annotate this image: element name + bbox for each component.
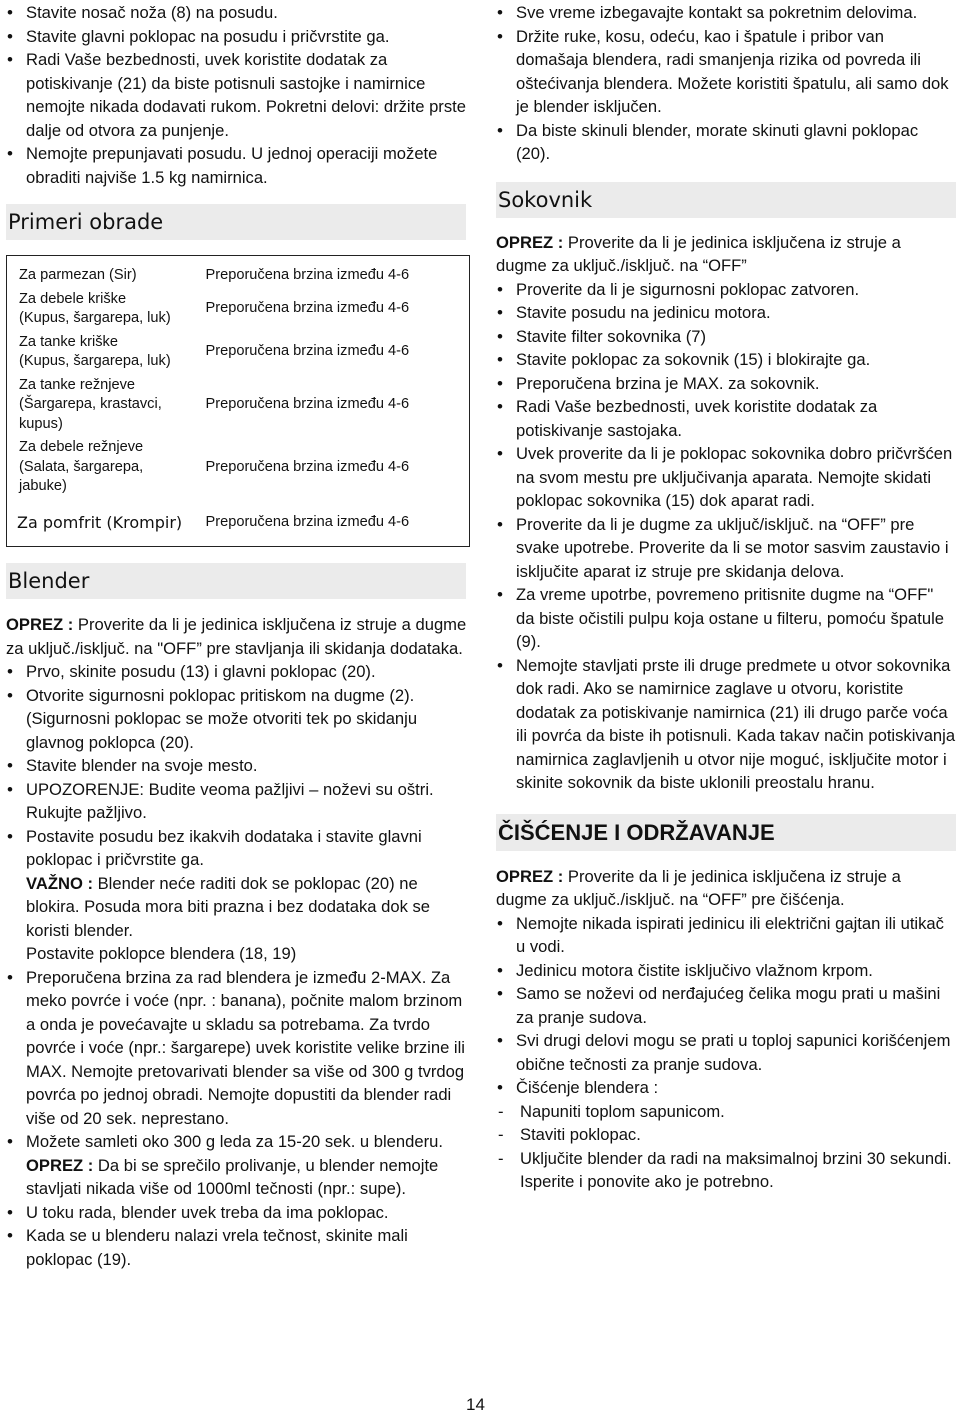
- table-row: [7, 374, 470, 437]
- table-row: [7, 288, 470, 331]
- list-item: • Preporučena brzina za rad blendera je između 2-MAX. Za meko povrće i voće (npr. : banana), počnite malom brzinom a onda je povećavajte u skladu sa potrebama. Za tvrdo povrće i voće (npr.: šargarepe) uvek koristite velike brzine ili MAX. Nemojte pretovarivati blender sa više od 300 g tvrdog povrća po jednoj obradi. Nemojte dopustiti da blender radi više od 20 sek. neprestano.: [6, 966, 468, 1131]
- primeri-heading: Primeri obrade: [6, 204, 466, 240]
- right-column: [496, 0, 956, 1194]
- list-item: • Proverite da li je dugme za uključ/isključ. na “OFF” pre svake upotrebe. Proverite da li se motor sasvim zaustavio i isključite aparat iz struje pre skidanja delova.: [496, 513, 956, 584]
- list-item: • Stavite filter sokovnika (7): [496, 325, 956, 349]
- table-cell-label: Za parmezan (Sir): [19, 267, 137, 283]
- list-item: • Kada se u blenderu nalazi vrela tečnost, skinite mali poklopac (19).: [6, 1224, 468, 1271]
- list-item: • Proverite da li je sigurnosni poklopac zatvoren.: [496, 278, 956, 302]
- table-cell-label: Za pomfrit (Krompir): [17, 512, 183, 532]
- list-item: • UPOZORENJE: Budite veoma pažljivi – noževi su oštri. Rukujte pažljivo.: [6, 778, 468, 825]
- list-item: • U toku rada, blender uvek treba da ima poklopac.: [6, 1201, 468, 1225]
- list-item: • Radi Vaše bezbednosti, uvek koristite dodatak za potiskivanje sastojaka.: [496, 395, 956, 442]
- table-cell-label: Za debele kriške (Kupus, šargarepa, luk): [19, 290, 171, 326]
- cleaning-steps: [496, 1100, 956, 1194]
- table-cell-speed: Preporučena brzina između 4-6: [205, 396, 410, 412]
- table-row: [7, 331, 470, 374]
- blender-oprez: OPREZ : Proverite da li je jedinica isključena iz struje a dugme za uključ./isključ. na "OFF” pre stavljanja ili skidanja dodataka.: [6, 615, 467, 658]
- blender-list: [6, 660, 468, 1271]
- list-item: • Možete samleti oko 300 g leda za 15-20 sek. u blenderu. OPREZ : Da bi se sprečilo prolivanje, u blender nemojte stavljati nikada više od 1000ml tečnosti (npr.: supe).: [6, 1130, 468, 1201]
- list-item: - Staviti poklopac.: [496, 1123, 956, 1147]
- right-top-list: [496, 1, 956, 166]
- list-item: • Čišćenje blendera :: [496, 1076, 956, 1100]
- list-item: • Svi drugi delovi mogu se prati u toploj sapunici korišćenjem obične tečnosti za pranje sudova.: [496, 1029, 956, 1076]
- table-cell-speed: Preporučena brzina između 4-6: [205, 343, 410, 360]
- table-cell-speed: Preporučena brzina između 4-6: [205, 267, 410, 283]
- list-item: • Stavite nosač noža (8) na posudu.: [6, 1, 468, 25]
- list-item: • Nemojte prepunjavati posudu. U jednoj operaciji možete obraditi najviše 1.5 kg namirnica.: [6, 142, 468, 189]
- list-item: • Stavite glavni poklopac na posudu i pričvrstite ga.: [6, 25, 468, 49]
- list-item: • Otvorite sigurnosni poklopac pritiskom na dugme (2). (Sigurnosni poklopac se može otvoriti tek po skidanju glavnog poklopca (20).: [6, 684, 468, 755]
- list-item: • Stavite poklopac za sokovnik (15) i blokirajte ga.: [496, 348, 956, 372]
- cleaning-heading: ČIŠĆENJE I ODRŽAVANJE: [496, 814, 956, 851]
- list-item: • Stavite posudu na jedinicu motora.: [496, 301, 956, 325]
- sokovnik-heading: Sokovnik: [496, 182, 956, 218]
- sokovnik-oprez: OPREZ : Proverite da li je jedinica isključena iz struje a dugme za uključ./isključ. na “OFF”: [496, 232, 901, 275]
- blender-heading: Blender: [6, 563, 466, 599]
- table-cell-label: Za tanke režnjeve (Šargarepa, krastavci, kupus): [19, 376, 162, 432]
- list-item: • Jedinicu motora čistite isključivo vlažnom krpom.: [496, 959, 956, 983]
- left-column: [6, 0, 468, 1271]
- list-item: • Postavite posudu bez ikakvih dodataka i stavite glavni poklopac i pričvrstite ga. VAŽNO : Blender neće raditi dok se poklopac (20) ne blokira. Posuda mora biti prazna i bez dodataka dok se koristi blender. Postavite poklopce blendera (18, 19): [6, 825, 468, 966]
- list-item: - Napuniti toplom sapunicom.: [496, 1100, 956, 1124]
- left-top-list: [6, 1, 468, 189]
- cleaning-oprez: OPREZ : Proverite da li je jedinica isključena iz struje a dugme za uključ./isključ. na “OFF” pre čišćenja.: [496, 866, 901, 909]
- table-row: [7, 499, 470, 547]
- sokovnik-list: [496, 278, 956, 795]
- table-cell-speed: Preporučena brzina između 4-6: [205, 458, 410, 475]
- list-item: • Nemojte stavljati prste ili druge predmete u otvor sokovnika dok radi. Ako se namirnice zaglave u otvoru, koristite dodatak za potiskivanje namirnica (21) ili drugo parče voća ili povrća da biste ih potisnuli. Kada takav način potiskivanja namirnica zaglavljenih u otvor nije moguć, isključite motor i skinite sokovnik da biste uklonili preostalu hranu.: [496, 654, 956, 795]
- list-item: • Da biste skinuli blender, morate skinuti glavni poklopac (20).: [496, 119, 956, 166]
- table-row: [7, 256, 470, 288]
- list-item: • Držite ruke, kosu, odeću, kao i špatule i pribor van domašaja blendera, radi smanjenja rizika od povreda ili oštećivanja blendera. Možete koristiti špatulu, ali samo dok je blender isključen.: [496, 25, 956, 119]
- page-number: 14: [466, 1395, 485, 1413]
- table-cell-speed: Preporučena brzina između 4-6: [205, 300, 410, 317]
- table-cell-label: Za tanke kriške (Kupus, šargarepa, luk): [19, 333, 171, 369]
- table-cell-label: Za debele režnjeve (Salata, šargarepa, jabuke): [19, 439, 144, 494]
- list-item: • Stavite blender na svoje mesto.: [6, 754, 468, 778]
- list-item: • Za vreme upotrbe, povremeno pritisnite dugme na “OFF" da biste očistili pulpu koja ostane u filteru, pomoću špatule (9).: [496, 583, 956, 654]
- list-item: • Nemojte nikada ispirati jedinicu ili električni gajtan ili utikač u vodi.: [496, 912, 956, 959]
- list-item: • Preporučena brzina je MAX. za sokovnik.: [496, 372, 956, 396]
- table-row: [7, 436, 470, 499]
- list-item: • Sve vreme izbegavajte kontakt sa pokretnim delovima.: [496, 1, 956, 25]
- recipes-table: [6, 255, 470, 547]
- list-item: • Radi Vaše bezbednosti, uvek koristite dodatak za potiskivanje (21) da biste potisnuli sastojke i namirnice nemojte nikada dodavati rukom. Pokretni delovi: držite prste dalje od otvora za punjenje.: [6, 48, 468, 142]
- table-cell-speed: Preporučena brzina između 4-6: [205, 513, 410, 530]
- list-item: • Samo se noževi od nerđajućeg čelika mogu prati u mašini za pranje sudova.: [496, 982, 956, 1029]
- list-item: • Uvek proverite da li je poklopac sokovnika dobro pričvršćen na svom mestu pre uključivanja aparata. Nemojte skidati poklopac sokovnika (15) dok aparat radi.: [496, 442, 956, 513]
- list-item: - Uključite blender da radi na maksimalnoj brzini 30 sekundi. Isperite i ponovite ako je potrebno.: [496, 1147, 956, 1194]
- cleaning-list: [496, 912, 956, 1100]
- list-item: • Prvo, skinite posudu (13) i glavni poklopac (20).: [6, 660, 468, 684]
